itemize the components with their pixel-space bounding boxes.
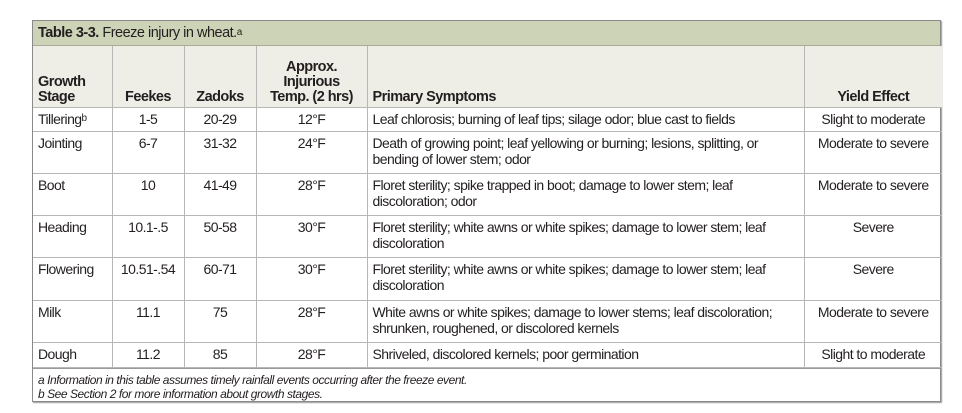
cell-stage: Flowering: [33, 257, 112, 300]
cell-yield: Slight to moderate: [804, 107, 942, 131]
cell-temp: 28°F: [256, 342, 367, 367]
cell-zadoks: 41-49: [184, 173, 256, 215]
cell-feekes: 10.1-.5: [112, 215, 184, 257]
header-yield: Yield Effect: [804, 46, 942, 107]
cell-temp: 30°F: [256, 257, 367, 300]
cell-temp: 28°F: [256, 173, 367, 215]
header-temp: Approx. Injurious Temp. (2 hrs): [256, 46, 367, 107]
cell-temp: 24°F: [256, 131, 367, 173]
cell-stage: Dough: [33, 342, 112, 367]
cell-temp: 30°F: [256, 215, 367, 257]
table-footnotes: [33, 368, 940, 401]
cell-yield: Moderate to severe: [804, 173, 942, 215]
cell-feekes: 11.2: [112, 342, 184, 367]
cell-symptoms: Floret sterility; white awns or white spikes; damage to lower stem; leaf discoloration: [367, 215, 804, 257]
cell-symptoms: Death of growing point; leaf yellowing or burning; lesions, splitting, or bending of lower stem; odor: [367, 131, 804, 173]
cell-symptoms: Shriveled, discolored kernels; poor germination: [367, 342, 804, 367]
cell-zadoks: 60-71: [184, 257, 256, 300]
cell-zadoks: 50-58: [184, 215, 256, 257]
table-row: [33, 257, 942, 300]
table-row: [33, 342, 942, 367]
cell-yield: Slight to moderate: [804, 342, 942, 367]
table-row: [33, 215, 942, 257]
footnote-b: b See Section 2 for more information about growth stages.: [38, 386, 323, 401]
cell-stage: Tillering$^b$: [33, 107, 112, 131]
cell-symptoms: Leaf chlorosis; burning of leaf tips; silage odor; blue cast to fields: [367, 107, 804, 131]
cell-feekes: 6-7: [112, 131, 184, 173]
table-row: [33, 131, 942, 173]
header-row: [33, 46, 942, 107]
cell-stage: Jointing: [33, 131, 112, 173]
cell-feekes: 10.51-.54: [112, 257, 184, 300]
table-number: Table 3-3.: [38, 25, 99, 41]
table-row: [33, 107, 942, 131]
cell-temp: 28°F: [256, 300, 367, 342]
header-growth-stage: Growth Stage: [33, 46, 112, 107]
cell-yield: Severe: [804, 257, 942, 300]
freeze-injury-table: [32, 20, 941, 402]
footnote-marker: b: [81, 112, 87, 124]
cell-yield: Moderate to severe: [804, 131, 942, 173]
header-symptoms: Primary Symptoms: [367, 46, 804, 107]
table-row: [33, 300, 942, 342]
header-zadoks: Zadoks: [184, 46, 256, 107]
cell-feekes: 10: [112, 173, 184, 215]
data-table: [33, 46, 942, 368]
cell-feekes: 11.1: [112, 300, 184, 342]
footnote-a: a Information in this table assumes timely rainfall events occurring after the freeze event.: [38, 372, 467, 387]
cell-zadoks: 31-32: [184, 131, 256, 173]
cell-symptoms: Floret sterility; spike trapped in boot; damage to lower stem; leaf discoloration; odor: [367, 173, 804, 215]
cell-stage: Heading: [33, 215, 112, 257]
table-title: [33, 21, 940, 46]
cell-yield: Moderate to severe: [804, 300, 942, 342]
cell-stage: Milk: [33, 300, 112, 342]
cell-symptoms: Floret sterility; white awns or white spikes; damage to lower stem; leaf discoloration: [367, 257, 804, 300]
header-feekes: Feekes: [112, 46, 184, 107]
cell-zadoks: 85: [184, 342, 256, 367]
table-row: [33, 173, 942, 215]
cell-temp: 12°F: [256, 107, 367, 131]
cell-zadoks: 75: [184, 300, 256, 342]
cell-stage: Boot: [33, 173, 112, 215]
table-caption: Freeze injury in wheat.: [102, 25, 237, 41]
cell-feekes: 1-5: [112, 107, 184, 131]
title-footnote-marker: a: [236, 27, 242, 38]
cell-zadoks: 20-29: [184, 107, 256, 131]
cell-symptoms: White awns or white spikes; damage to lower stems; leaf discoloration; shrunken, roughened, or discolored kernels: [367, 300, 804, 342]
cell-yield: Severe: [804, 215, 942, 257]
